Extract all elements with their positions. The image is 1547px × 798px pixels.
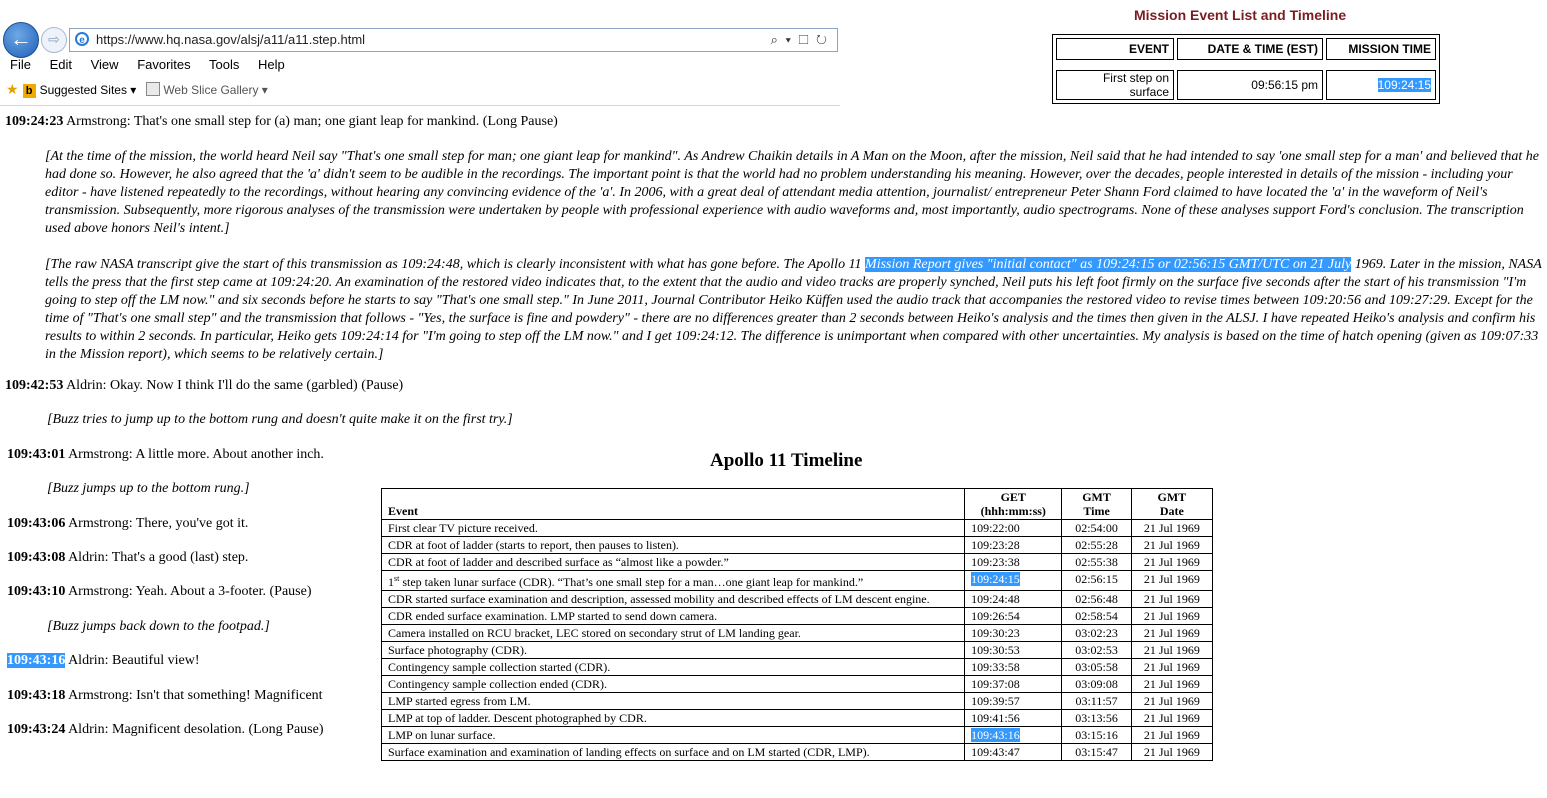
event-cell <box>382 642 965 659</box>
timeline-title: Apollo 11 Timeline <box>710 450 863 471</box>
event-text: step taken lunar surface (CDR). “That’s one small step for a man…one giant leap for mankind.” <box>399 575 864 589</box>
event-cell <box>382 520 965 537</box>
entry-time: 109:42:53 <box>5 378 64 393</box>
table-row <box>382 659 1213 676</box>
highlighted-text: Mission Report gives "initial contact" as 109:24:15 or 02:56:15 GMT/UTC on 21 July <box>865 257 1352 272</box>
event-cell <box>382 727 965 744</box>
event-text: Contingency sample collection ended (CDR). <box>388 677 607 691</box>
gmt-date-cell: 21 Jul 1969 <box>1131 676 1212 693</box>
entry-time: 109:43:24 <box>7 722 66 737</box>
editor-comment <box>45 256 1545 364</box>
gmt-time-cell: 02:55:28 <box>1062 537 1131 554</box>
gmt-time-cell: 02:54:00 <box>1062 520 1131 537</box>
menu-bar <box>10 57 300 72</box>
entry-time: 109:43:06 <box>7 516 66 531</box>
get-value: 109:23:38 <box>971 555 1020 569</box>
gmt-time-cell: 03:13:56 <box>1062 710 1131 727</box>
gmt-time-cell: 03:05:58 <box>1062 659 1131 676</box>
get-value: 109:30:53 <box>971 643 1020 657</box>
get-cell <box>965 659 1062 676</box>
get-value: 109:22:00 <box>971 521 1020 535</box>
address-controls[interactable]: ⌕ ▾ ☐ ↻ <box>770 32 829 47</box>
bing-icon: b <box>23 84 36 98</box>
entry-text: Aldrin: Magnificent desolation. (Long Pause) <box>68 722 324 737</box>
table-row <box>382 642 1213 659</box>
get-cell <box>965 591 1062 608</box>
mission-table <box>1052 34 1440 104</box>
table-row <box>382 571 1213 591</box>
event-text: Surface photography (CDR). <box>388 643 527 657</box>
entry-text: Aldrin: That's a good (last) step. <box>68 550 249 565</box>
gmt-date-cell: 21 Jul 1969 <box>1131 625 1212 642</box>
editor-comment: [Buzz jumps up to the bottom rung.] <box>47 481 250 496</box>
get-value: 109:24:48 <box>971 592 1020 606</box>
editor-comment: [Buzz jumps back down to the footpad.] <box>47 619 270 634</box>
get-cell <box>965 608 1062 625</box>
event-cell <box>382 554 965 571</box>
mission-time-value: 109:24:15 <box>1377 78 1431 92</box>
event-cell <box>382 537 965 554</box>
forward-arrow-icon[interactable]: ⇨ <box>41 27 67 53</box>
timeline-table <box>381 488 1213 761</box>
table-row <box>382 625 1213 642</box>
get-value: 109:23:28 <box>971 538 1020 552</box>
entry-time: 109:43:10 <box>7 584 66 599</box>
entry-time: 109:43:08 <box>7 550 66 565</box>
gmt-time-cell: 03:15:16 <box>1062 727 1131 744</box>
gmt-date-cell: 21 Jul 1969 <box>1131 571 1212 591</box>
event-text: CDR at foot of ladder (starts to report, then pauses to listen). <box>388 538 679 552</box>
get-value: 109:30:23 <box>971 626 1020 640</box>
col-mission-time: MISSION TIME <box>1326 38 1436 60</box>
get-cell <box>965 554 1062 571</box>
gmt-time-cell: 02:56:48 <box>1062 591 1131 608</box>
get-cell <box>965 676 1062 693</box>
col-gmt-date-label: GMT <box>1157 490 1187 504</box>
get-value: 109:26:54 <box>971 609 1020 623</box>
entry-text: Aldrin: Beautiful view! <box>68 653 200 668</box>
gmt-date-cell: 21 Jul 1969 <box>1131 727 1212 744</box>
gmt-date-cell: 21 Jul 1969 <box>1131 520 1212 537</box>
browser-chrome <box>0 0 840 106</box>
table-row <box>382 693 1213 710</box>
get-cell <box>965 520 1062 537</box>
gmt-date-cell: 21 Jul 1969 <box>1131 608 1212 625</box>
get-cell <box>965 727 1062 744</box>
favorites-bar <box>6 81 268 98</box>
web-slice-gallery-link[interactable]: Web Slice Gallery ▾ <box>163 83 268 97</box>
event-prefix: 1 <box>388 575 394 589</box>
table-row <box>382 710 1213 727</box>
menu-view[interactable]: View <box>90 57 119 72</box>
event-cell: First step on surface <box>1056 70 1174 100</box>
event-cell <box>382 591 965 608</box>
table-row <box>382 608 1213 625</box>
entry-text: Aldrin: Okay. Now I think I'll do the same (garbled) (Pause) <box>66 378 404 393</box>
event-text: CDR started surface examination and description, assessed mobility and described effects of LM descent engine. <box>388 592 930 606</box>
menu-favorites[interactable]: Favorites <box>137 57 191 72</box>
get-cell <box>965 571 1062 591</box>
table-row <box>1056 70 1436 100</box>
get-value: 109:39:57 <box>971 694 1020 708</box>
mission-list-title: Mission Event List and Timeline <box>1134 7 1347 23</box>
event-text: LMP at top of ladder. Descent photographed by CDR. <box>388 711 647 725</box>
event-text: LMP started egress from LM. <box>388 694 531 708</box>
entry-text: Armstrong: Yeah. About a 3-footer. (Pause) <box>68 584 312 599</box>
get-cell <box>965 744 1062 761</box>
transcript-entry <box>5 113 558 131</box>
event-cell <box>382 744 965 761</box>
event-cell <box>382 608 965 625</box>
gmt-date-cell: 21 Jul 1969 <box>1131 554 1212 571</box>
entry-time: 109:43:16 <box>7 653 66 668</box>
col-date-time: DATE & TIME (EST) <box>1177 38 1323 60</box>
timeline-body <box>382 520 1213 761</box>
get-value: 109:37:08 <box>971 677 1020 691</box>
event-text: LMP on lunar surface. <box>388 728 496 742</box>
transcript-entry <box>5 378 403 394</box>
col-gmt-date-sub: Date <box>1159 504 1184 518</box>
table-row <box>382 520 1213 537</box>
web-slice-icon <box>146 82 160 96</box>
transcript-entry <box>7 550 248 566</box>
event-text: Surface examination and examination of landing effects on surface and on LM started (CDR, LMP). <box>388 745 870 759</box>
gmt-date-cell: 21 Jul 1969 <box>1131 710 1212 727</box>
gmt-date-cell: 21 Jul 1969 <box>1131 591 1212 608</box>
get-cell <box>965 642 1062 659</box>
event-text: CDR at foot of ladder and described surface as “almost like a powder.” <box>388 555 729 569</box>
entry-text: Armstrong: There, you've got it. <box>68 516 249 531</box>
transcript-entry <box>7 722 324 738</box>
entry-text: Armstrong: A little more. About another inch. <box>68 447 324 462</box>
event-cell <box>382 659 965 676</box>
entry-text: Armstrong: Isn't that something! Magnificent <box>68 688 323 703</box>
event-cell <box>382 571 965 591</box>
table-row <box>382 727 1213 744</box>
get-value: 109:43:16 <box>971 728 1020 742</box>
favorites-star-icon[interactable]: ★ <box>6 81 19 97</box>
event-text: Camera installed on RCU bracket, LEC stored on secondary strut of LM landing gear. <box>388 626 801 640</box>
comment-text: 1969. Later in the mission, NASA tells the press that the first step came at 109:24:20. An examination of the restored video indicates that, to the extent that the audio and video tracks are properly synched, Neil puts his left foot firmly on the surface five seconds after the start of his transmission "I'm going to step off the LM now." and six seconds before he starts to say "That's one small step." In June 2011, Journal Contributor Heiko Küffen used the audio track that accompanies the restored video to revise times between 109:20:56 and 109:27:29. Except for the time of "That's one small step" and the transmission that follows - "Yes, the surface is fine and powdery" - there are no differences greater than 2 seconds between Heiko's analysis and the times then given in the ALSJ. I have repeated Heiko's analysis and confirm his results to within 2 seconds. In particular, Heiko gets 109:24:14 for "I'm going to step off the LM now." and I get 109:24:12. The difference is unimportant when compared with other uncertainties. My analysis is based on the time of hatch opening (given as 109:07:33 in the Mission report), which seems to be relatively certain.] <box>45 257 1542 362</box>
transcript-entry <box>7 447 324 463</box>
transcript-entry <box>7 653 199 669</box>
gmt-date-cell: 21 Jul 1969 <box>1131 659 1212 676</box>
entry-time: 109:24:23 <box>5 114 64 129</box>
entry-text: Armstrong: That's one small step for (a) man; one giant leap for mankind. (Long Pause) <box>66 114 558 129</box>
table-row <box>382 554 1213 571</box>
get-value: 109:43:47 <box>971 745 1020 759</box>
get-cell <box>965 693 1062 710</box>
event-cell <box>382 625 965 642</box>
get-cell <box>965 537 1062 554</box>
editor-comment: [At the time of the mission, the world heard Neil say "That's one small step for man; one giant leap for mankind". As Andrew Chaikin details in A Man on the Moon, after the mission, Neil said that he had intended to say 'one small step for a man' and believed that he had done so. However, he also agreed that the 'a' didn't seem to be audible in the recordings. The important point is that the world had no problem understanding his meaning. However, over the decades, people interested in details of the mission - including your editor - have listened repeatedly to the recordings, without hearing any convincing evidence of the 'a'. In 2006, with a great deal of attendant media attention, journalist/ entrepreneur Peter Shann Ford claimed to have located the 'a' in the waveform of Neil's transmission. Subsequently, more rigorous analyses of the transmission were undertaken by people with professional experience with audio waveforms and, most importantly, audio spectrograms. None of these analyses support Ford's conclusion. The transcription used above honors Neil's intent.] <box>45 149 1540 236</box>
gmt-date-cell: 21 Jul 1969 <box>1131 693 1212 710</box>
table-row <box>382 537 1213 554</box>
get-value: 109:33:58 <box>971 660 1020 674</box>
event-superscript: st <box>394 574 400 583</box>
get-value: 109:24:15 <box>971 572 1020 586</box>
gmt-time-cell: 03:02:23 <box>1062 625 1131 642</box>
event-text: Contingency sample collection started (CDR). <box>388 660 611 674</box>
get-cell <box>965 625 1062 642</box>
back-arrow-icon[interactable]: ← <box>3 22 39 58</box>
transcript-entry <box>7 688 323 704</box>
gmt-time-cell: 02:58:54 <box>1062 608 1131 625</box>
col-get-sub: (hhh:mm:ss) <box>980 504 1046 518</box>
event-cell <box>382 710 965 727</box>
table-row <box>382 744 1213 761</box>
gmt-date-cell: 21 Jul 1969 <box>1131 744 1212 761</box>
gmt-time-cell: 03:11:57 <box>1062 693 1131 710</box>
menu-help[interactable]: Help <box>258 57 285 72</box>
gmt-time-cell: 02:55:38 <box>1062 554 1131 571</box>
event-text: First clear TV picture received. <box>388 521 538 535</box>
editor-comment: [Buzz tries to jump up to the bottom rung and doesn't quite make it on the first try.] <box>47 412 513 427</box>
gmt-time-cell: 03:15:47 <box>1062 744 1131 761</box>
entry-time: 109:43:01 <box>7 447 66 462</box>
col-gmt-time <box>1062 489 1131 520</box>
col-gmt-time-label: GMT <box>1082 490 1111 504</box>
suggested-sites-link[interactable]: Suggested Sites ▾ <box>39 83 137 97</box>
table-row <box>382 591 1213 608</box>
col-event: Event <box>382 489 965 520</box>
table-row <box>382 676 1213 693</box>
comment-text: [The raw NASA transcript give the start of this transmission as 109:24:48, which is clearly inconsistent with what has gone before. The Apollo 11 <box>45 257 866 272</box>
event-cell <box>382 676 965 693</box>
col-gmt-date <box>1131 489 1212 520</box>
get-cell <box>965 710 1062 727</box>
gmt-time-cell: 03:09:08 <box>1062 676 1131 693</box>
col-get-label: GET <box>1000 490 1026 504</box>
mission-time-cell <box>1326 70 1436 100</box>
get-value: 109:41:56 <box>971 711 1020 725</box>
address-bar[interactable] <box>69 28 838 52</box>
transcript-entry <box>7 584 311 600</box>
date-time-cell: 09:56:15 pm <box>1177 70 1323 100</box>
event-cell <box>382 693 965 710</box>
menu-file[interactable]: File <box>10 57 31 72</box>
menu-tools[interactable]: Tools <box>209 57 240 72</box>
gmt-date-cell: 21 Jul 1969 <box>1131 642 1212 659</box>
col-gmt-time-sub: Time <box>1083 504 1110 518</box>
url-text[interactable]: https://www.hq.nasa.gov/alsj/a11/a11.step.html <box>96 32 366 47</box>
gmt-time-cell: 03:02:53 <box>1062 642 1131 659</box>
col-get <box>965 489 1062 520</box>
menu-edit[interactable]: Edit <box>49 57 72 72</box>
transcript-entry <box>7 516 248 532</box>
col-event: EVENT <box>1056 38 1174 60</box>
ie-logo-icon: e <box>75 32 89 46</box>
event-text: CDR ended surface examination. LMP started to send down camera. <box>388 609 718 623</box>
entry-time: 109:43:18 <box>7 688 66 703</box>
gmt-date-cell: 21 Jul 1969 <box>1131 537 1212 554</box>
gmt-time-cell: 02:56:15 <box>1062 571 1131 591</box>
